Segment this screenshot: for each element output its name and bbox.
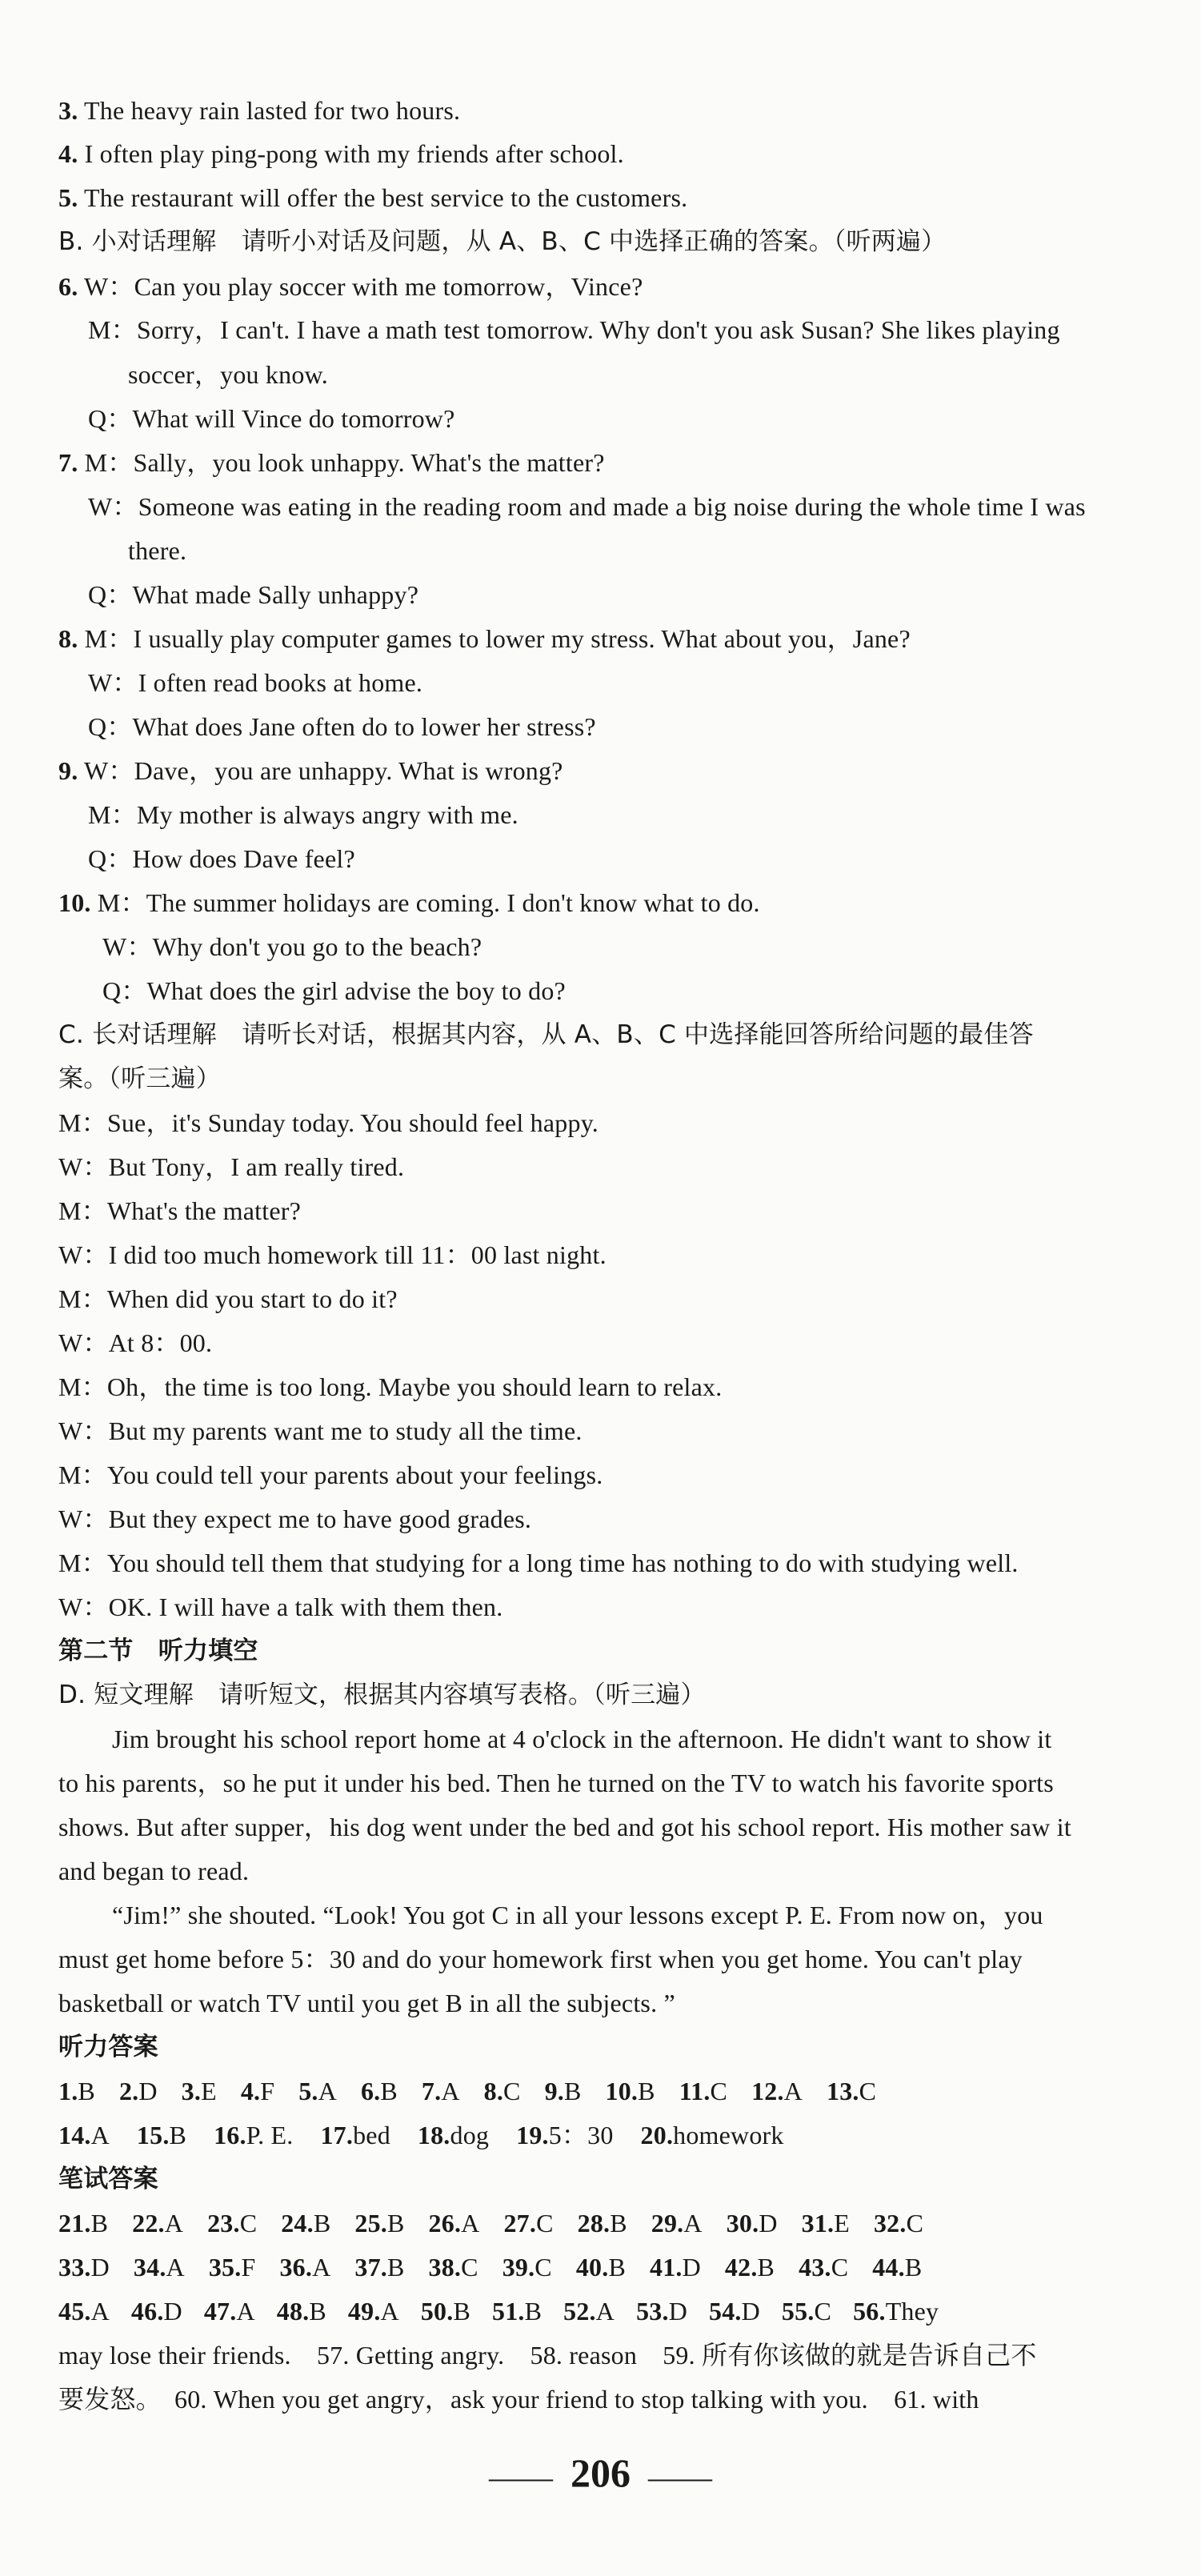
answer-item: 49.A [347, 2297, 399, 2326]
passage-line: and began to read. [58, 1857, 250, 1885]
answer-item: 14.A [58, 2121, 110, 2149]
q9-w: 9. W：Dave，you are unhappy. What is wrong? [58, 756, 563, 785]
answer-item: 40.B [575, 2253, 626, 2282]
section-c-heading-cont: 案。（听三遍） [58, 1064, 221, 1093]
answer-item: 8.C [483, 2077, 521, 2105]
answer-item: 32.C [873, 2209, 924, 2237]
q9-m: M：My mother is always angry with me. [88, 800, 518, 829]
q10-w: W：Why don't you go to the beach? [102, 932, 482, 961]
answer-item: 31.E [801, 2209, 850, 2237]
written-answers-row [58, 2295, 960, 2327]
q7-w-cont: there. [128, 536, 187, 565]
answer-item: 6.B [360, 2077, 398, 2105]
answer-item: 21.B [58, 2209, 109, 2237]
part-two-heading: 第二节 听力填空 [58, 1637, 258, 1665]
dialog-line: M：Sue，it's Sunday today. You should feel happy. [58, 1108, 599, 1137]
q6-w: 6. W：Can you play soccer with me tomorrow，Vince? [58, 272, 643, 301]
answer-item: 19.5：30 [516, 2121, 614, 2149]
answer-item: 7.A [421, 2077, 460, 2105]
answer-item: 50.B [420, 2297, 470, 2326]
dialog-line: W：But Tony，I am really tired. [58, 1152, 405, 1181]
q9-q: Q：How does Dave feel? [88, 844, 355, 873]
answer-item: 36.A [279, 2253, 331, 2282]
q6-m: M：Sorry，I can't. I have a math test tomorrow. Why don't you ask Susan? She likes playing [88, 315, 1060, 344]
answer-item: 17.bed [320, 2121, 390, 2149]
answer-item: 51.B [492, 2297, 542, 2326]
answer-item: 47.A [203, 2297, 255, 2326]
q10-q: Q：What does the girl advise the boy to do? [102, 976, 566, 1005]
q7-q: Q：What made Sally unhappy? [88, 580, 419, 609]
answer-item: 23.C [207, 2209, 258, 2237]
dialog-line: M：When did you start to do it? [58, 1284, 398, 1313]
q10-m: 10. M：The summer holidays are coming. I don't know what to do. [58, 888, 760, 917]
q6-m-cont: soccer，you know. [128, 360, 328, 389]
dialog-line: W：But my parents want me to study all the time. [58, 1416, 582, 1445]
dialog-line: M：You could tell your parents about your feelings. [58, 1460, 603, 1489]
listening-answers-row [58, 2075, 900, 2107]
answer-item: 15.B [136, 2121, 187, 2149]
footer-dash-right: —— [648, 2458, 712, 2495]
answer-item: 3.E [181, 2077, 217, 2105]
answer-item: 33.D [58, 2253, 110, 2282]
answer-item: 35.F [208, 2253, 256, 2282]
section-b-heading: B. 小对话理解 请听小对话及问题，从 A、B、C 中选择正确的答案。（听两遍） [58, 227, 947, 256]
passage-line: “Jim!” she shouted. “Look! You got C in all your lessons except P. E. From now on，you [112, 1901, 1043, 1929]
passage-line: shows. But after supper，his dog went under the bed and got his school report. His mother saw it [58, 1813, 1071, 1841]
answers-tail-line: may lose their friends. 57. Getting angry. 58. reason 59. 所有你该做的就是告诉自己不 [58, 2341, 1037, 2370]
answer-item: 16.P. E. [214, 2121, 294, 2149]
answer-item: 46.D [130, 2297, 182, 2326]
answer-item: 18.dog [417, 2121, 490, 2149]
answer-item: 53.D [636, 2297, 687, 2326]
dialog-line: W：At 8：00. [58, 1328, 213, 1357]
dialog-line: M：What's the matter? [58, 1196, 301, 1225]
line-3: 3. The heavy rain lasted for two hours. [58, 96, 461, 125]
section-c-heading: C. 长对话理解 请听长对话，根据其内容，从 A、B、C 中选择能回答所给问题的最佳答 [58, 1020, 1034, 1049]
answer-item: 44.B [872, 2253, 923, 2282]
listening-answers-heading: 听力答案 [58, 2033, 158, 2061]
line-5: 5. The restaurant will offer the best service to the customers. [58, 183, 688, 212]
answer-item: 4.F [240, 2077, 275, 2105]
written-answers-row [58, 2207, 947, 2239]
q8-w: W：I often read books at home. [88, 668, 423, 697]
answer-item: 41.D [650, 2253, 701, 2282]
answer-item: 45.A [58, 2297, 110, 2326]
answer-item: 43.C [799, 2253, 849, 2282]
answer-item: 10.B [605, 2077, 655, 2105]
answers-tail-line: 要发怒。 60. When you get angry，ask your friend to stop talking with you. 61. with [58, 2385, 979, 2414]
answer-item: 22.A [132, 2209, 184, 2237]
dialog-line: W：OK. I will have a talk with them then. [58, 1592, 503, 1621]
answer-item: 29.A [651, 2209, 703, 2237]
answer-item: 1.B [58, 2077, 95, 2105]
dialog-line: W：But they expect me to have good grades. [58, 1504, 532, 1533]
answer-item: 54.D [709, 2297, 760, 2326]
answer-item: 39.C [502, 2253, 552, 2282]
dialog-line: W：I did too much homework till 11：00 last night. [58, 1240, 607, 1269]
answer-item: 28.B [577, 2209, 627, 2237]
answer-item: 27.C [503, 2209, 554, 2237]
answer-item: 11.C [679, 2077, 728, 2105]
answer-item: 42.B [724, 2253, 775, 2282]
answer-item: 56.They [853, 2297, 939, 2326]
page-number: 206 [570, 2450, 631, 2495]
passage-line: to his parents，so he put it under his bed. Then he turned on the TV to watch his favorite sports [58, 1769, 1054, 1797]
passage-line: must get home before 5：30 and do your homework first when you get home. You can't play [58, 1945, 1023, 1973]
passage-line: basketball or watch TV until you get B in all the subjects. ” [58, 1989, 675, 2017]
answer-item: 30.D [726, 2209, 778, 2237]
answer-item: 37.B [354, 2253, 405, 2282]
answer-item: 55.C [781, 2297, 832, 2326]
section-d-heading: D. 短文理解 请听短文，根据其内容填写表格。（听三遍） [58, 1681, 706, 1709]
dialog-line: M：Oh，the time is too long. Maybe you should learn to relax. [58, 1372, 723, 1401]
answer-item: 2.D [118, 2077, 158, 2105]
answer-item: 13.C [827, 2077, 877, 2105]
answer-item: 38.C [428, 2253, 478, 2282]
q8-q: Q：What does Jane often do to lower her stress? [88, 712, 596, 741]
q7-m: 7. M：Sally，you look unhappy. What's the matter? [58, 448, 605, 477]
q7-w: W：Someone was eating in the reading room and made a big noise during the whole time I was [88, 492, 1086, 521]
page-footer [0, 2449, 1201, 2502]
line-4: 4. I often play ping-pong with my friends after school. [58, 139, 624, 168]
passage-line: Jim brought his school report home at 4 o'clock in the afternoon. He didn't want to show it [112, 1725, 1052, 1753]
dialog-line: M：You should tell them that studying for a long time has nothing to do with studying well. [58, 1548, 1019, 1577]
answer-item: 9.B [544, 2077, 582, 2105]
answer-item: 52.A [563, 2297, 615, 2326]
q8-m: 8. M：I usually play computer games to lower my stress. What about you，Jane? [58, 624, 911, 653]
answer-item: 25.B [354, 2209, 405, 2237]
answer-item: 34.A [133, 2253, 185, 2282]
answer-item: 12.A [751, 2077, 803, 2105]
answer-item: 24.B [281, 2209, 331, 2237]
answer-item: 20.homework [640, 2121, 784, 2149]
listening-answers-row [58, 2119, 811, 2151]
written-answers-row [58, 2251, 946, 2283]
answer-item: 5.A [298, 2077, 337, 2105]
footer-dash-left: —— [489, 2458, 553, 2495]
q6-q: Q：What will Vince do tomorrow? [88, 404, 455, 433]
answer-item: 26.A [428, 2209, 480, 2237]
written-answers-heading: 笔试答案 [58, 2165, 158, 2193]
answer-item: 48.B [276, 2297, 326, 2326]
